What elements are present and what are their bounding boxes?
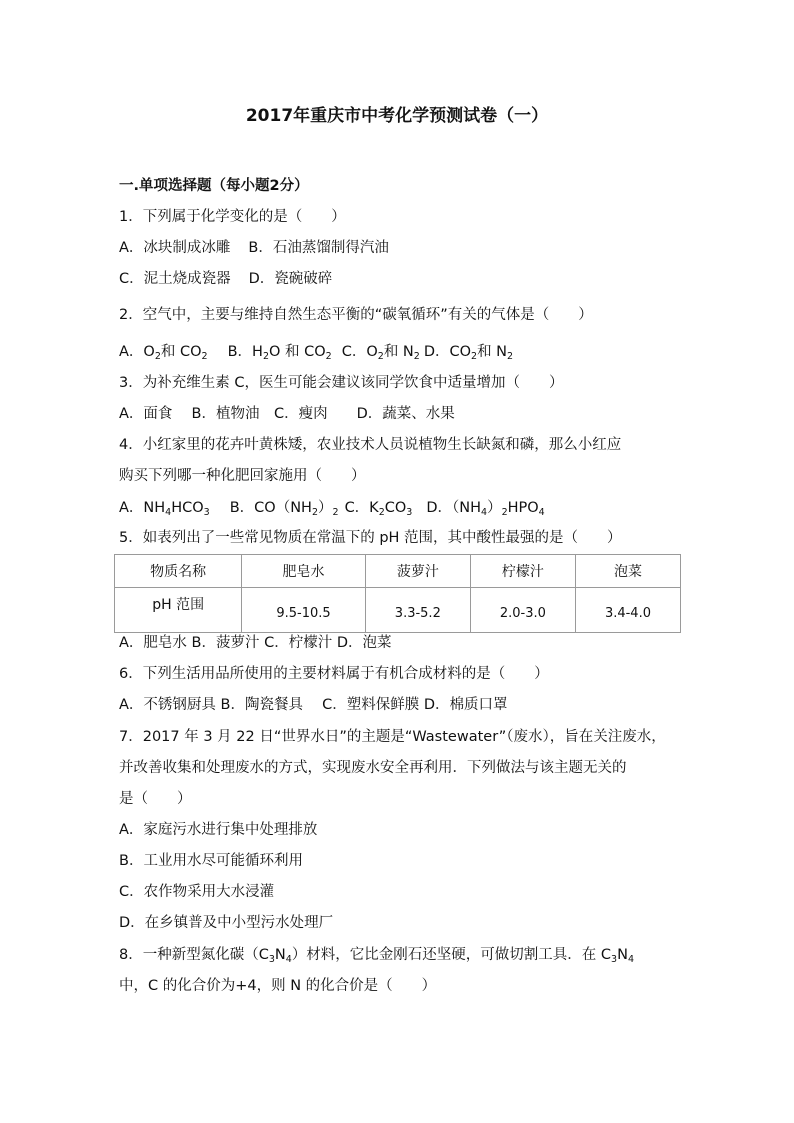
- table-header-row: [115, 555, 681, 588]
- question-5-options: A．肥皂水 B．菠萝汁 C．柠檬汁 D．泡菜: [119, 635, 392, 651]
- question-1-options-row-1: [119, 238, 389, 258]
- table-header-cell: 菠萝汁: [365, 555, 470, 588]
- question-5-stem: 5．如表列出了一些常见物质在常温下的 pH 范围，其中酸性最强的是（ ）: [119, 530, 622, 546]
- question-3-stem: 3．为补充维生素 C，医生可能会建议该同学饮食中适量增加（ ）: [119, 375, 564, 391]
- table-header-cell: 肥皂水: [242, 555, 366, 588]
- q4-option-a: A．$NH_4HCO_3$: [119, 500, 210, 518]
- q2-option-c: C．$O_2$和 $N_2$: [341, 344, 420, 362]
- table-header-cell: 柠檬汁: [470, 555, 575, 588]
- q1-option-a: A．冰块制成冰雕: [119, 240, 231, 256]
- question-4-options: [119, 498, 545, 518]
- table-cell: 3.4-4.0: [575, 588, 680, 633]
- question-6-stem: 6．下列生活用品所使用的主要材料属于有机合成材料的是（ ）: [119, 666, 549, 682]
- question-6-options: A．不锈钢厨具 B．陶瓷餐具 C．塑料保鲜膜 D．棉质口罩: [119, 697, 508, 713]
- q7-option-c: C．农作物采用大水浸灌: [119, 884, 275, 900]
- table-row-label: pH 范围: [115, 588, 242, 633]
- q1-option-d: D．瓷碗破碎: [248, 271, 333, 287]
- q4-option-d: D．$(NH_4)_2HPO_4$: [426, 500, 545, 518]
- question-4-stem-line-2: 购买下列哪一种化肥回家施用（ ）: [119, 468, 366, 484]
- question-3-options: A．面食 B．植物油 C．瘦肉 D．蔬菜、水果: [119, 406, 455, 422]
- question-8-stem-line-2: 中，C 的化合价为+4，则 N 的化合价是（ ）: [119, 978, 437, 994]
- page-title: 2017年重庆市中考化学预测试卷（一）: [245, 106, 549, 126]
- question-7-stem-line-3: 是（ ）: [119, 791, 192, 807]
- q1-option-c: C．泥土烧成瓷器: [119, 271, 231, 287]
- table-cell: 9.5-10.5: [242, 588, 366, 633]
- table-header-cell: 物质名称: [115, 555, 242, 588]
- q2-option-a: A．$O_2$和 $CO_2$: [119, 344, 208, 362]
- question-1-options-row-2: [119, 269, 332, 289]
- q1-option-b: B．石油蒸馏制得汽油: [248, 240, 389, 256]
- question-4-stem-line-1: 4．小红家里的花卉叶黄株矮，农业技术人员说植物生长缺氮和磷，那么小红应: [119, 437, 622, 453]
- table-cell: 3.3-5.2: [365, 588, 470, 633]
- question-8-stem-line-1: 8．一种新型氮化碳$(C_3N_4)$材料，它比金刚石还坚硬，可做切割工具．在 $C_3N_4$: [119, 947, 634, 965]
- ph-range-table: [114, 554, 681, 633]
- question-7-stem-line-1: 7．2017 年 3 月 22 日“世界水日”的主题是“Wastewater”（废水），旨在关注废水，: [119, 729, 666, 745]
- q4-option-c: C．$K_2CO_3$: [344, 500, 413, 518]
- question-2-stem: 2．空气中，主要与维持自然生态平衡的“碳氧循环”有关的气体是（ ）: [119, 307, 593, 323]
- question-2-options: [119, 342, 513, 362]
- q4-option-b: B．$CO(NH_2)_2$: [229, 500, 339, 518]
- question-7-stem-line-2: 并改善收集和处理废水的方式，实现废水安全再利用．下列做法与该主题无关的: [119, 760, 627, 776]
- q7-option-a: A．家庭污水进行集中处理排放: [119, 822, 318, 838]
- section-heading: 一.单项选择题（每小题2分）: [119, 178, 309, 194]
- table-cell: 2.0-3.0: [470, 588, 575, 633]
- q7-option-b: B．工业用水尽可能循环利用: [119, 853, 303, 869]
- q2-option-d: D．$CO_2$和 $N_2$: [423, 344, 514, 362]
- q2-option-b: B．$H_2O$ 和 $CO_2$: [227, 344, 332, 362]
- q7-option-d: D．在乡镇普及中小型污水处理厂: [119, 915, 334, 931]
- table-row: [115, 588, 681, 633]
- table-header-cell: 泡菜: [575, 555, 680, 588]
- question-1-stem: 1．下列属于化学变化的是（ ）: [119, 209, 346, 225]
